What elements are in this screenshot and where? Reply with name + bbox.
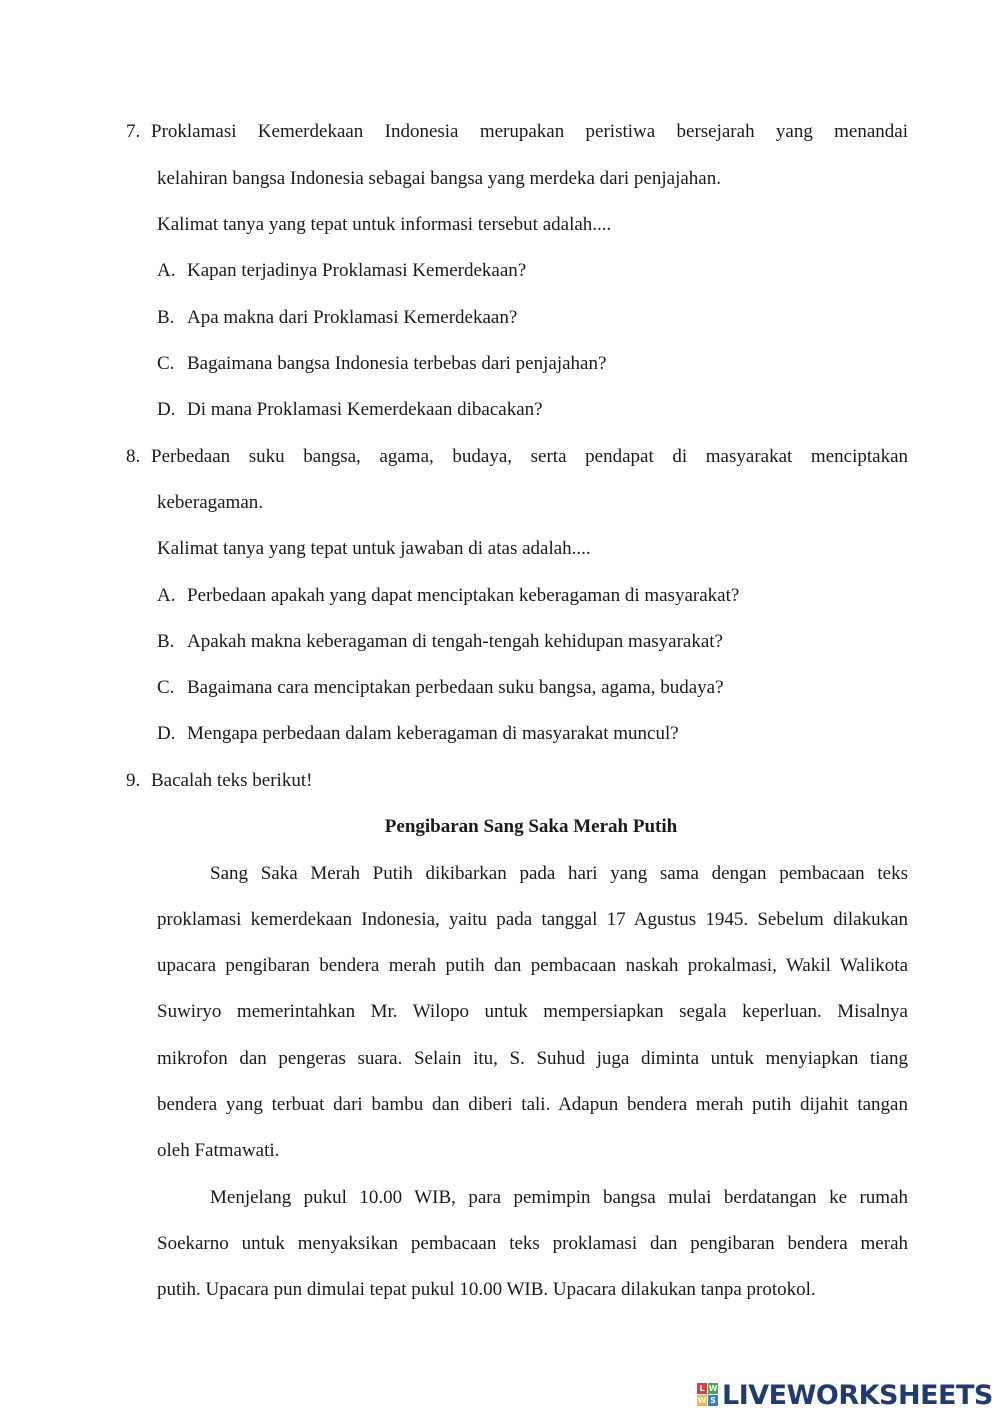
q8-stem-line2: keberagaman. (157, 492, 264, 513)
para2-line1: Menjelang pukul 10.00 WIB, para pemimpin bangsa mulai berdatangan ke rumah (210, 1187, 908, 1208)
para2-line3: putih. Upacara pun dimulai tepat pukul 10.00 WIB. Upacara dilakukan tanpa protokol. (157, 1279, 816, 1300)
q7-option-d-letter: D. (157, 399, 176, 420)
q7-option-a[interactable]: Kapan terjadinya Proklamasi Kemerdekaan? (187, 260, 527, 281)
q8-prompt: Kalimat tanya yang tepat untuk jawaban di atas adalah.... (157, 538, 591, 559)
q7-option-a-letter: A. (157, 260, 176, 281)
q7-option-c-letter: C. (157, 353, 175, 374)
q8-number: 8. (126, 446, 141, 467)
para1-line6: bendera yang terbuat dari bambu dan diberi tali. Adapun bendera merah putih dijahit tangan (157, 1094, 908, 1115)
q9-instruction: Bacalah teks berikut! (151, 770, 313, 791)
q7-number: 7. (126, 121, 141, 142)
para1-line2: proklamasi kemerdekaan Indonesia, yaitu pada tanggal 17 Agustus 1945. Sebelum dilakukan (157, 909, 908, 930)
para1-line4: Suwiryo memerintahkan Mr. Wilopo untuk mempersiapkan segala keperluan. Misalnya (157, 1001, 908, 1022)
q7-stem-line2: kelahiran bangsa Indonesia sebagai bangsa yang merdeka dari penjajahan. (157, 168, 721, 189)
q7-option-b-letter: B. (157, 307, 175, 328)
para1-line5: mikrofon dan pengeras suara. Selain itu, S. Suhud juga diminta untuk menyiapkan tiang (157, 1048, 908, 1069)
q8-option-a-letter: A. (157, 585, 176, 606)
para1-line7: oleh Fatmawati. (157, 1140, 280, 1161)
q8-option-d-letter: D. (157, 723, 176, 744)
q7-option-c[interactable]: Bagaimana bangsa Indonesia terbebas dari penjajahan? (187, 353, 607, 374)
q8-option-b[interactable]: Apakah makna keberagaman di tengah-tengah kehidupan masyarakat? (187, 631, 723, 652)
reading-title: Pengibaran Sang Saka Merah Putih (384, 816, 678, 837)
liveworksheets-logo[interactable] (697, 1378, 993, 1412)
q7-stem-line1: Proklamasi Kemerdekaan Indonesia merupakan peristiwa bersejarah yang menandai (151, 121, 908, 142)
q8-option-b-letter: B. (157, 631, 175, 652)
para1-line1: Sang Saka Merah Putih dikibarkan pada hari yang sama dengan pembacaan teks (210, 863, 908, 884)
q7-option-d[interactable]: Di mana Proklamasi Kemerdekaan dibacakan? (187, 399, 543, 420)
q8-option-a[interactable]: Perbedaan apakah yang dapat menciptakan keberagaman di masyarakat? (187, 585, 740, 606)
q8-option-c[interactable]: Bagaimana cara menciptakan perbedaan suku bangsa, agama, budaya? (187, 677, 724, 698)
q8-option-c-letter: C. (157, 677, 175, 698)
q7-option-b[interactable]: Apa makna dari Proklamasi Kemerdekaan? (187, 307, 518, 328)
para1-line3: upacara pengibaran bendera merah putih dan pembacaan naskah prokalmasi, Wakil Walikota (157, 955, 908, 976)
q8-stem-line1: Perbedaan suku bangsa, agama, budaya, serta pendapat di masyarakat menciptakan (151, 446, 908, 467)
q9-number: 9. (126, 770, 141, 791)
q8-option-d[interactable]: Mengapa perbedaan dalam keberagaman di masyarakat muncul? (187, 723, 679, 744)
liveworksheets-mark-icon: L W W S (697, 1384, 718, 1405)
q7-prompt: Kalimat tanya yang tepat untuk informasi tersebut adalah.... (157, 214, 612, 235)
liveworksheets-wordmark: LIVEWORKSHEETS (722, 1379, 993, 1411)
para2-line2: Soekarno untuk menyaksikan pembacaan teks proklamasi dan pengibaran bendera merah (157, 1233, 908, 1254)
